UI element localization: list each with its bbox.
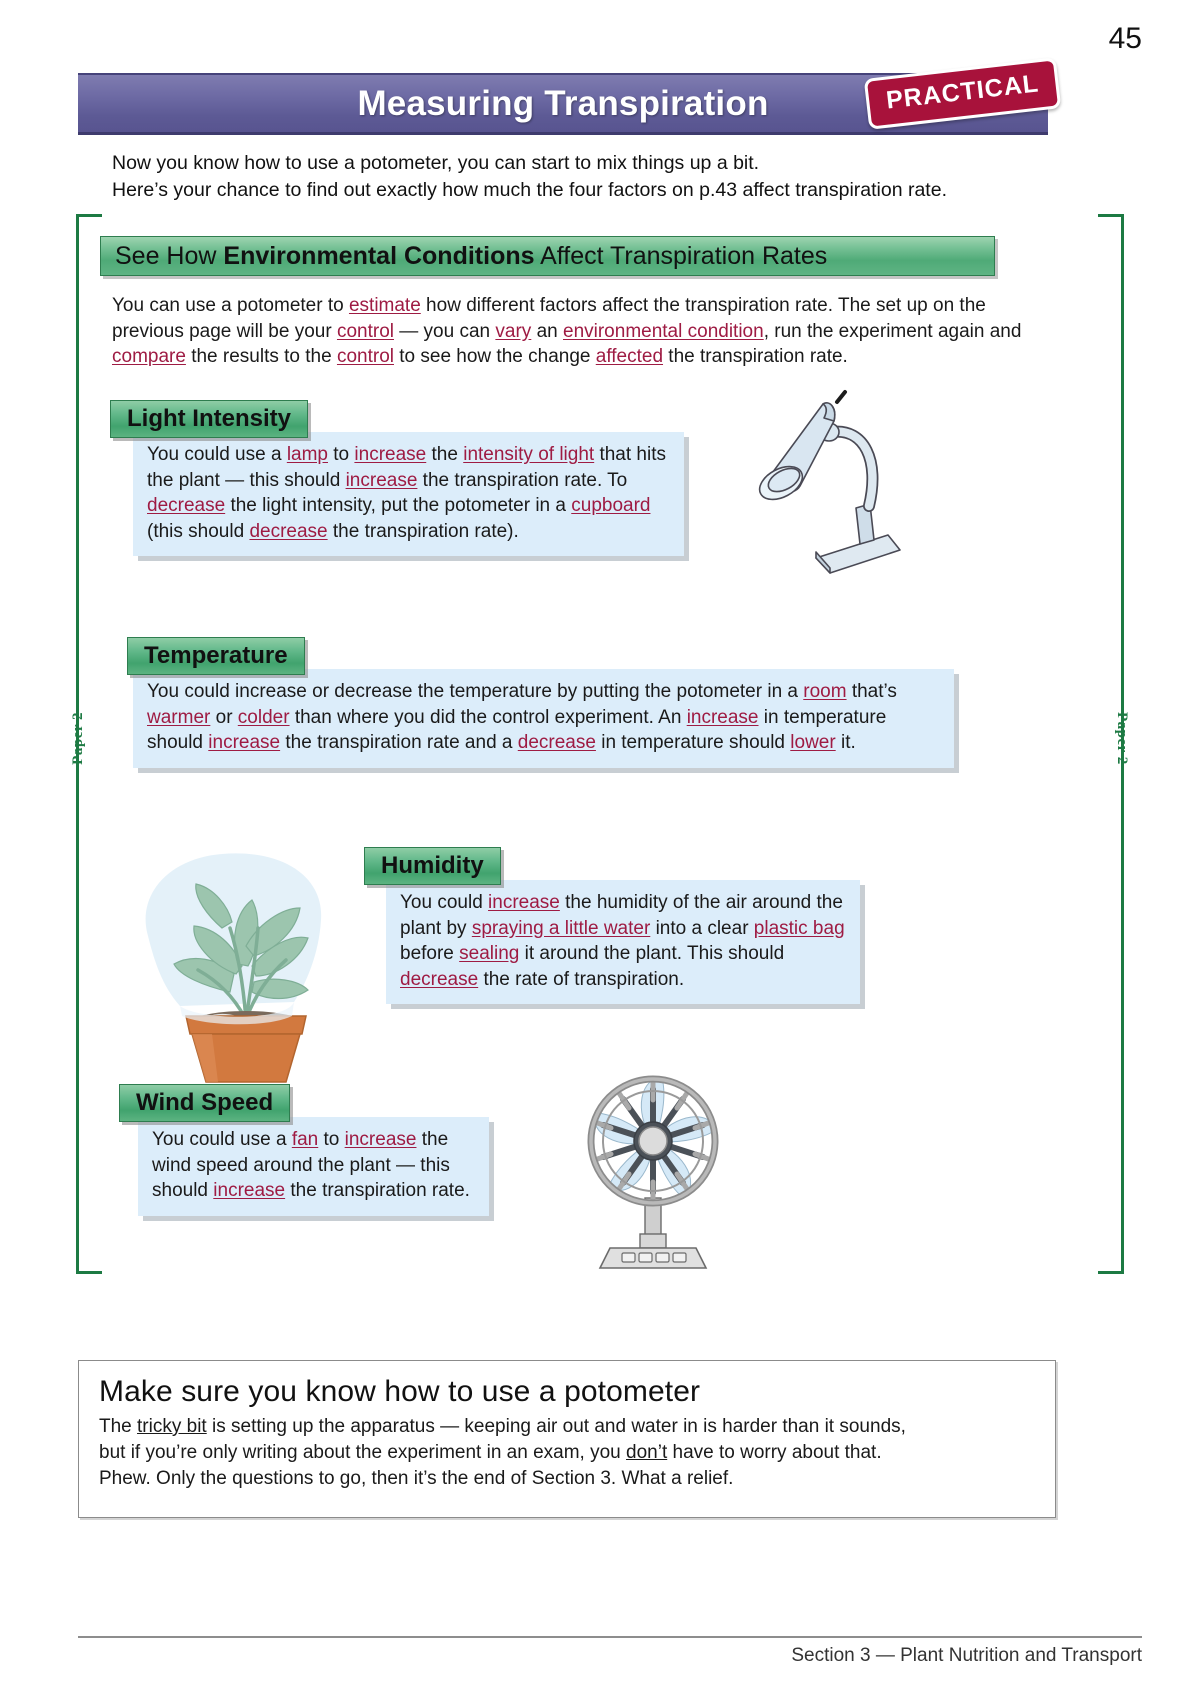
practical-badge-label: PRACTICAL bbox=[884, 69, 1041, 115]
summary-text: is setting up the apparatus — keeping air out and water in is harder than it sounds, bbox=[206, 1416, 906, 1437]
panel-text: it. bbox=[835, 732, 856, 753]
keyword-room: room bbox=[803, 681, 847, 702]
factor-panel-light-intensity bbox=[133, 432, 684, 556]
panel-text: the transpiration rate. bbox=[285, 1180, 470, 1201]
panel-text: You could increase or decrease the temperature by putting the potometer in a bbox=[147, 681, 804, 702]
factor-panel-temperature bbox=[133, 669, 954, 768]
keyword-environmental-condition: environmental condition bbox=[563, 320, 764, 342]
panel-text: the transpiration rate. To bbox=[417, 469, 628, 491]
keyword-cupboard: cupboard bbox=[571, 495, 651, 516]
keyword-increase-1: increase bbox=[354, 444, 427, 465]
section-lead-paragraph bbox=[112, 293, 1027, 370]
panel-text: You could use a bbox=[152, 1129, 292, 1150]
keyword-lamp: lamp bbox=[286, 444, 328, 465]
summary-text: but if you’re only writing about the experiment in an exam, you bbox=[99, 1442, 627, 1463]
factor-heading-light-intensity: Light Intensity bbox=[110, 400, 308, 438]
lead-text: — you can bbox=[394, 320, 496, 342]
section-heading-bold: Environmental Conditions bbox=[223, 241, 535, 270]
panel-text: into a clear bbox=[650, 917, 754, 939]
summary-text: have to worry about that. bbox=[667, 1442, 882, 1463]
electric-fan-illustration bbox=[560, 1048, 745, 1273]
panel-text: the transpiration rate and a bbox=[280, 732, 518, 753]
panel-text: to bbox=[328, 444, 355, 465]
keyword-fan: fan bbox=[291, 1129, 319, 1150]
keyword-sealing: sealing bbox=[459, 943, 520, 964]
summary-paragraph bbox=[99, 1414, 1035, 1492]
keyword-decrease-3: decrease bbox=[517, 732, 596, 753]
keyword-decrease-1: decrease bbox=[147, 495, 226, 516]
panel-text: before bbox=[400, 943, 460, 964]
summary-heading: Make sure you know how to use a potometer bbox=[99, 1375, 701, 1408]
panel-text: or bbox=[210, 706, 238, 728]
desk-lamp-illustration bbox=[738, 388, 938, 578]
lead-text: an bbox=[531, 320, 563, 342]
panel-text: that’s bbox=[846, 681, 897, 702]
keyword-increase-2: increase bbox=[345, 469, 418, 491]
panel-text: the rate of transpiration. bbox=[478, 968, 685, 990]
panel-text: than where you did the control experiment. An bbox=[289, 706, 687, 728]
potted-plant-in-bag-illustration bbox=[118, 824, 363, 1086]
keyword-dont: don’t bbox=[626, 1442, 668, 1463]
factor-heading-humidity: Humidity bbox=[364, 847, 501, 885]
intro-text bbox=[112, 150, 1012, 204]
summary-box bbox=[78, 1360, 1056, 1518]
section-heading-part1: See How bbox=[115, 241, 224, 270]
keyword-affected: affected bbox=[595, 346, 664, 367]
page-number: 45 bbox=[1108, 22, 1142, 55]
paper-label-left: Paper 2 bbox=[70, 712, 86, 765]
lead-text: how different factors affect the transpiration rate. The set up on the previous page will be your bbox=[112, 295, 986, 342]
footer-divider bbox=[78, 1636, 1142, 1638]
panel-text: it around the plant. This should bbox=[519, 943, 785, 964]
keyword-increase-4: increase bbox=[208, 732, 281, 753]
page-title: Measuring Transpiration bbox=[357, 83, 769, 123]
panel-text: the humidity of the air around the plant by bbox=[400, 892, 843, 939]
keyword-colder: colder bbox=[237, 706, 290, 728]
lead-text: the transpiration rate. bbox=[663, 346, 848, 367]
keyword-tricky-bit: tricky bit bbox=[137, 1416, 207, 1437]
lead-text: the results to the bbox=[185, 346, 337, 367]
section-heading-part2: Affect Transpiration Rates bbox=[534, 241, 828, 270]
panel-text: the bbox=[426, 444, 464, 465]
page-footer: Section 3 — Plant Nutrition and Transport bbox=[791, 1645, 1142, 1666]
intro-line-1: Now you know how to use a potometer, you can start to mix things up a bit. bbox=[112, 152, 760, 174]
lead-text: You can use a potometer to bbox=[112, 295, 349, 316]
keyword-intensity-of-light: intensity of light bbox=[463, 444, 595, 465]
panel-text: You could bbox=[400, 892, 489, 913]
section-heading bbox=[100, 236, 995, 276]
keyword-decrease-2: decrease bbox=[249, 520, 328, 542]
panel-text: that hits the plant — this should bbox=[147, 444, 667, 491]
summary-text: The bbox=[99, 1416, 138, 1437]
keyword-vary: vary bbox=[495, 320, 532, 342]
keyword-estimate: estimate bbox=[348, 295, 421, 316]
panel-text: You could use a bbox=[147, 444, 287, 465]
summary-text: Phew. Only the questions to go, then it’s the end of Section 3. What a relief. bbox=[99, 1468, 734, 1489]
keyword-spraying-a-little-water: spraying a little water bbox=[471, 917, 651, 939]
keyword-control-1: control bbox=[336, 320, 394, 342]
panel-text: to bbox=[318, 1129, 345, 1150]
lead-text: to see how the change bbox=[393, 346, 596, 367]
panel-text: the light intensity, put the potometer in a bbox=[225, 495, 572, 516]
factor-panel-humidity bbox=[386, 880, 860, 1004]
keyword-increase-3: increase bbox=[686, 706, 759, 728]
keyword-control-2: control bbox=[336, 346, 394, 367]
paper-label-right: Paper 2 bbox=[1114, 712, 1130, 765]
intro-line-2: Here’s your chance to find out exactly how much the four factors on p.43 affect transpiration rate. bbox=[112, 179, 947, 201]
panel-text: the transpiration rate). bbox=[327, 520, 519, 542]
factor-panel-wind-speed bbox=[138, 1117, 489, 1216]
keyword-plastic-bag: plastic bag bbox=[753, 917, 845, 939]
keyword-warmer: warmer bbox=[147, 706, 211, 728]
keyword-increase-5: increase bbox=[488, 892, 560, 913]
lead-text: , run the experiment again and bbox=[763, 320, 1022, 342]
panel-text: in temperature should bbox=[147, 706, 887, 753]
keyword-increase-6: increase bbox=[344, 1129, 417, 1150]
panel-text: in temperature should bbox=[595, 732, 791, 753]
factor-heading-temperature: Temperature bbox=[127, 637, 305, 675]
keyword-decrease-4: decrease bbox=[400, 968, 479, 990]
factor-heading-wind-speed: Wind Speed bbox=[119, 1084, 290, 1122]
keyword-increase-7: increase bbox=[213, 1180, 286, 1201]
keyword-compare: compare bbox=[112, 346, 186, 367]
panel-text: the wind speed around the plant — this should bbox=[152, 1129, 450, 1201]
keyword-lower: lower bbox=[790, 732, 836, 753]
panel-text: (this should bbox=[147, 520, 250, 542]
